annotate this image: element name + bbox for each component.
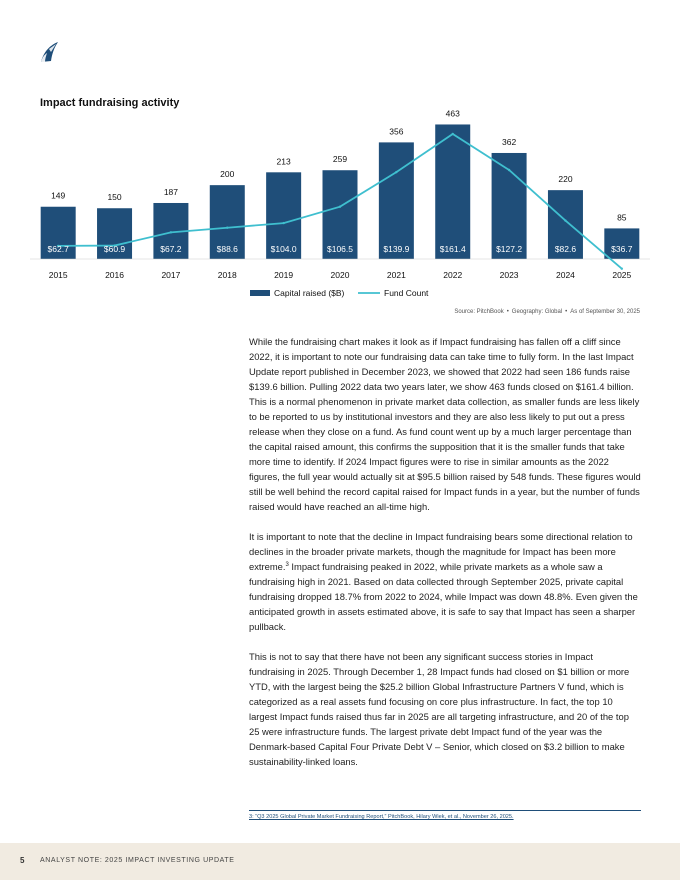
x-tick-label-2015: 2015	[48, 270, 68, 280]
source-separator: •	[565, 309, 568, 315]
x-tick-label-2025: 2025	[612, 270, 632, 280]
paragraph-3: This is not to say that there have not been any significant success stories in Impact fundraising in 2025. Through December 1, 28 Impact funds had closed on $1 billion or more YTD, with the largest being the $25.2 billion Global Infrastructure Partners V fund, which is categorized as a real assets fund focusing on core plus infrastructure. In fact, the top 10 largest Impact funds raised thus far in 2025 are all targeting infrastructure, and 20 of the top 25 were infrastructure funds. The largest private debt Impact fund of the year was the Denmark-based Capital Four Private Debt V – Senior, which closed on $3.2 billion to make sustainability-linked loans.	[249, 651, 630, 767]
sail-logo-icon	[38, 40, 62, 64]
paragraph-2-start: It is important to note that the decline in Impact fundraising bears some directional relation to declines in the broader private markets, though the magnitude for Impact has been more extreme.	[249, 531, 633, 572]
bar-value-label-2019: $104.0	[270, 244, 297, 254]
fund-count-point-2020	[339, 205, 341, 207]
bar-value-label-2022: $161.4	[439, 244, 466, 254]
footer-title: ANALYST NOTE: 2025 IMPACT INVESTING UPDATE	[40, 857, 235, 864]
bar-value-label-2020: $106.5	[327, 244, 353, 254]
fund-count-point-2024	[564, 219, 566, 221]
fund-count-label-2021: 356	[389, 126, 404, 137]
footnote-divider	[249, 810, 641, 811]
source-text: Source: PitchBook	[454, 309, 504, 315]
bar-2022	[435, 124, 470, 259]
footnote-ref[interactable]: 3	[285, 561, 289, 568]
bar-value-label-2017: $67.2	[160, 244, 182, 254]
fund-count-point-2017	[170, 231, 172, 233]
fund-count-point-2023	[508, 169, 510, 171]
fund-count-point-2018	[226, 227, 228, 229]
x-tick-label-2020: 2020	[330, 270, 350, 280]
source-geography: Geography: Global	[511, 309, 563, 315]
fund-count-label-2025: 85	[617, 212, 627, 223]
fund-count-label-2022: 463	[445, 110, 460, 119]
paragraph-2	[249, 529, 641, 634]
bar-2021	[379, 142, 414, 259]
x-tick-label-2021: 2021	[386, 270, 406, 280]
x-tick-label-2023: 2023	[499, 270, 519, 280]
bar-value-label-2018: $88.6	[216, 244, 238, 254]
fund-count-label-2024: 220	[558, 174, 573, 185]
fund-count-point-2019	[282, 222, 284, 224]
source-as-of: As of September 30, 2025	[570, 309, 640, 315]
x-tick-label-2018: 2018	[217, 270, 237, 280]
bar-value-label-2015: $62.7	[47, 244, 69, 254]
fund-count-label-2023: 362	[501, 136, 517, 147]
bar-value-label-2024: $82.6	[554, 244, 577, 254]
x-tick-label-2016: 2016	[105, 270, 125, 280]
legend-bar-swatch	[250, 290, 270, 296]
page-number: 5	[20, 856, 25, 865]
x-tick-label-2017: 2017	[161, 270, 181, 280]
fund-count-point-2022	[452, 133, 454, 135]
chart-title: Impact fundraising activity	[40, 97, 180, 109]
bar-value-label-2021: $139.9	[383, 244, 410, 254]
fund-count-label-2020: 259	[332, 154, 348, 165]
chart-source	[454, 309, 640, 315]
body-text	[249, 334, 641, 784]
x-tick-label-2024: 2024	[555, 270, 575, 280]
fund-count-label-2019: 213	[276, 156, 291, 167]
bar-value-label-2023: $127.2	[496, 244, 523, 254]
x-tick-label-2022: 2022	[443, 270, 463, 280]
legend-line-label: Fund Count	[384, 288, 429, 298]
source-separator: •	[506, 309, 509, 315]
fund-count-label-2015: 149	[51, 190, 66, 201]
fund-count-label-2017: 187	[163, 186, 179, 197]
x-tick-label-2019: 2019	[274, 270, 294, 280]
fundraising-chart	[0, 110, 680, 310]
bar-value-label-2025: $36.7	[611, 244, 633, 254]
paragraph-1: While the fundraising chart makes it look as if Impact fundraising has fallen off a cliff since 2022, it is important to note our fundraising data can take time to fully form. In the last Impact Update report published in December 2023, we showed that 2022 had seen 186 funds raise $139.6 billion. Pulling 2022 data two years later, we show 463 funds closed on $161.4 billion. This is a normal phenomenon in private market data collection, as smaller funds are less likely to be reported to us by institutional investors and they are also less likely to put out a press release when they close on a fund. As fund count went up by a much larger percentage than the capital raised amount, this confirms the supposition that it is the smaller funds that take more time to identify. If 2024 Impact figures were to rise in similar amounts as the 2022 figures, the full year would actually sit at $95.5 billion raised by 548 funds. These figures would still be well behind the record capital raised for Impact funds in a year, but the number of funds raised would have reached an all-time high.	[249, 336, 641, 512]
footnote-link[interactable]: 3: “Q3 2025 Global Private Market Fundraising Report,” PitchBook, Hilary Wiek, et al., November 26, 2025.	[249, 814, 514, 820]
fund-count-point-2021	[395, 171, 397, 173]
fund-count-label-2018: 200	[220, 169, 235, 180]
paragraph-2-end: Impact fundraising peaked in 2022, while private markets as a whole saw a fundraising high in 2021. Based on data collected through September 2025, private capital fundraising dropped 18.7% from 2022 to 2024, while Impact was down 48.8%. Even given the anticipated growth in assets estimated above, it is safe to say that Impact has seen a sharper pullback.	[249, 561, 638, 632]
legend-bar-label: Capital raised ($B)	[274, 288, 345, 298]
page-footer	[0, 843, 680, 880]
fund-count-label-2016: 150	[107, 192, 122, 203]
bar-value-label-2016: $60.9	[103, 244, 126, 254]
